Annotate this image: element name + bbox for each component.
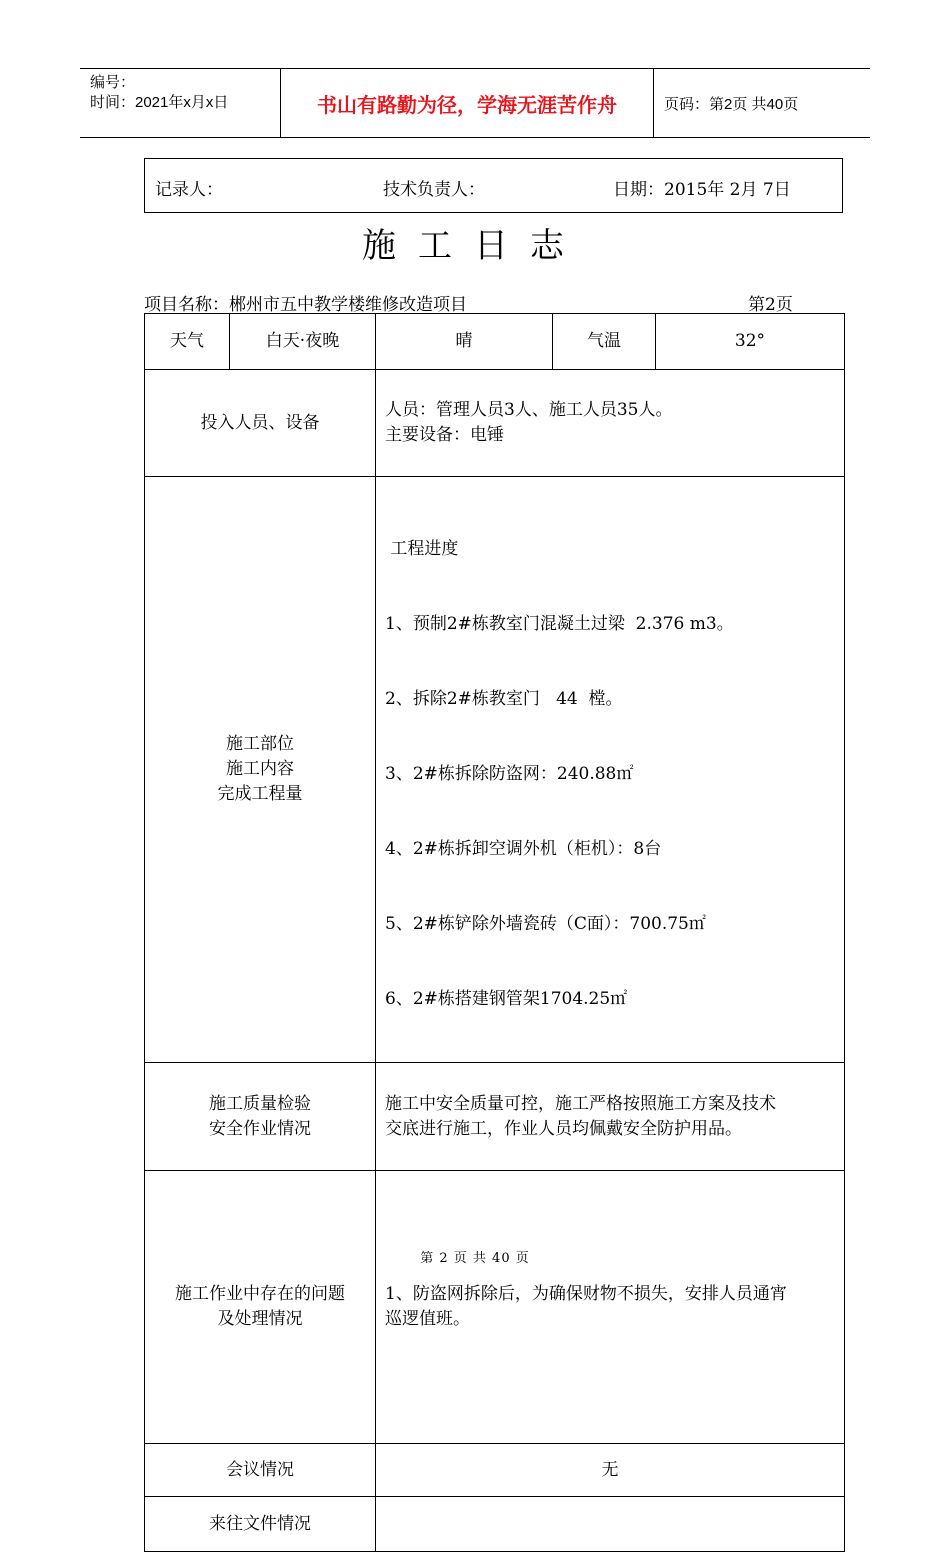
progress-label-line: 施工部位 (226, 734, 294, 754)
issues-label-line: 施工作业中存在的问题 (175, 1284, 345, 1304)
progress-label-line: 完成工程量 (217, 784, 303, 804)
issues-label (145, 1171, 376, 1444)
construction-log-table (144, 313, 845, 1552)
header-meta (80, 69, 281, 137)
staff-row (145, 370, 845, 477)
quality-content (376, 1063, 845, 1171)
meeting-label: 会议情况 (145, 1444, 376, 1497)
issues-content (376, 1171, 845, 1444)
page-footer: 第 2 页 共 40 页 (420, 1251, 530, 1266)
signature-row (144, 158, 843, 213)
progress-line: 3、2#栋拆除防盗网：240.88㎡ (385, 764, 634, 784)
document-header (80, 68, 870, 138)
issues-row (145, 1171, 845, 1444)
progress-row (145, 477, 845, 1063)
page-code: 页码：第2页 共40页 (664, 95, 799, 113)
date-label: 日期：2015年 2月 7日 (613, 180, 791, 200)
weather-row (145, 314, 845, 370)
equipment-line: 主要设备：电锤 (385, 425, 504, 445)
staff-line: 人员：管理人员3人、施工人员35人。 (385, 400, 673, 420)
motto: 书山有路勤为径，学海无涯苦作舟 (281, 69, 654, 137)
progress-label-line: 施工内容 (226, 759, 294, 779)
staff-label: 投入人员、设备 (145, 370, 376, 477)
quality-line: 施工中安全质量可控，施工严格按照施工方案及技术 (385, 1093, 776, 1114)
project-page: 第2页 (748, 295, 793, 315)
meeting-row (145, 1444, 845, 1497)
progress-line: 6、2#栋搭建钢管架1704.25㎡ (385, 989, 628, 1009)
documents-label: 来往文件情况 (145, 1497, 376, 1552)
progress-line: 5、2#栋铲除外墙瓷砖（C面）：700.75㎡ (385, 914, 706, 934)
issues-label-line: 及处理情况 (217, 1309, 303, 1329)
staff-content (376, 370, 845, 477)
period-value: 白天·夜晚 (230, 314, 376, 370)
progress-label (145, 477, 376, 1063)
quality-row (145, 1063, 845, 1171)
documents-value (376, 1497, 845, 1552)
quality-label (145, 1063, 376, 1171)
number-label: 编号： (90, 74, 136, 91)
temperature-label: 气温 (553, 314, 656, 370)
progress-line: 4、2#栋拆卸空调外机（柜机）：8台 (385, 839, 662, 859)
meeting-value: 无 (376, 1444, 845, 1497)
quality-line: 交底进行施工，作业人员均佩戴安全防护用品。 (385, 1118, 742, 1139)
progress-line: 工程进度 (385, 539, 459, 559)
project-name: 项目名称：郴州市五中教学楼维修改造项目 (144, 295, 467, 315)
temperature-value: 32° (656, 314, 845, 370)
quality-label-line: 安全作业情况 (209, 1118, 311, 1139)
quality-label-line: 施工质量检验 (209, 1093, 311, 1114)
weather-value: 晴 (376, 314, 553, 370)
recorder-label: 记录人： (155, 180, 223, 200)
tech-lead-label: 技术负责人： (383, 180, 485, 200)
issues-line: 巡逻值班。 (385, 1309, 470, 1329)
progress-line: 1、预制2#栋教室门混凝土过梁 2.376 m3。 (385, 614, 734, 634)
progress-line: 2、拆除2#栋教室门 44 樘。 (385, 689, 623, 709)
progress-content (376, 477, 845, 1063)
issues-line: 1、防盗网拆除后，为确保财物不损失，安排人员通宵 (385, 1284, 787, 1304)
weather-label: 天气 (145, 314, 230, 370)
time-label: 时间：2021年x月x日 (90, 94, 229, 111)
page-title: 施工日志 (362, 226, 586, 266)
documents-row (145, 1497, 845, 1552)
